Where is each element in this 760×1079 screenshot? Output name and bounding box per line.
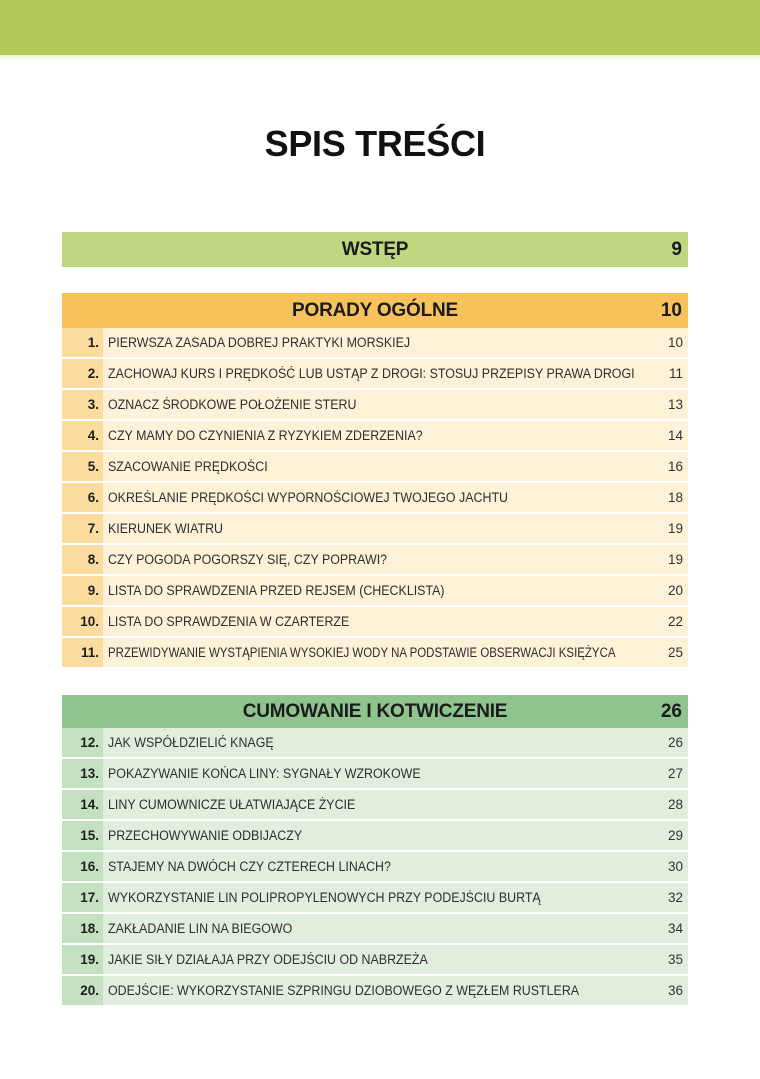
entry-number: 1. (62, 328, 103, 357)
entry-title: PRZECHOWYWANIE ODBIJACZY (108, 828, 303, 843)
entry-page-number: 11 (668, 366, 683, 381)
entry-title: OZNACZ ŚRODKOWE POŁOŻENIE STERU (108, 397, 357, 412)
entry-number: 8. (62, 545, 103, 574)
entry-title: CZY MAMY DO CZYNIENIA Z RYZYKIEM ZDERZENIA? (108, 428, 423, 443)
section-header (62, 695, 688, 728)
entry-title: PRZEWIDYWANIE WYSTĄPIENIA WYSOKIEJ WODY NA PODSTAWIE OBSERWACJI KSIĘŻYCA (108, 645, 616, 660)
toc-entry (62, 912, 688, 943)
entry-page-number: 25 (667, 645, 683, 660)
entry-title: JAK WSPÓŁDZIELIĆ KNAGĘ (108, 735, 274, 750)
entry-title: WYKORZYSTANIE LIN POLIPROPYLENOWYCH PRZY PODEJŚCIU BURTĄ (108, 890, 541, 905)
entry-page-number: 35 (667, 952, 683, 967)
toc-entry (62, 636, 688, 667)
toc-entry (62, 728, 688, 757)
entry-page-number: 16 (667, 459, 683, 474)
entry-number: 9. (62, 576, 103, 605)
entry-page-number: 32 (667, 890, 683, 905)
entry-number: 16. (62, 852, 103, 881)
toc-entry (62, 943, 688, 974)
section-page-number: 10 (660, 299, 682, 321)
toc-intro-bar (62, 232, 688, 267)
section-header (62, 293, 688, 328)
entry-number: 13. (62, 759, 103, 788)
toc-entry (62, 357, 688, 388)
entry-number: 4. (62, 421, 103, 450)
entry-number: 2. (62, 359, 103, 388)
toc-entry (62, 757, 688, 788)
toc-entry (62, 788, 688, 819)
entry-page-number: 27 (667, 766, 683, 781)
entry-number: 11. (62, 638, 103, 667)
section-entries (62, 728, 688, 1005)
entry-title: PIERWSZA ZASADA DOBREJ PRAKTYKI MORSKIEJ (108, 335, 411, 350)
toc-entry (62, 881, 688, 912)
entry-title: LISTA DO SPRAWDZENIA PRZED REJSEM (CHECKLISTA) (108, 583, 445, 598)
toc-entry (62, 388, 688, 419)
toc-entry (62, 850, 688, 881)
entry-number: 18. (62, 914, 103, 943)
entry-number: 3. (62, 390, 103, 419)
entry-title: STAJEMY NA DWÓCH CZY CZTERECH LINACH? (108, 859, 391, 874)
entry-title: ODEJŚCIE: WYKORZYSTANIE SZPRINGU DZIOBOWEGO Z WĘZŁEM RUSTLERA (108, 983, 580, 998)
page-title: SPIS TREŚCI (264, 123, 486, 164)
top-color-banner (0, 0, 760, 55)
entry-title: KIERUNEK WIATRU (108, 521, 224, 536)
entry-title: ZACHOWAJ KURS I PRĘDKOŚĆ LUB USTĄP Z DROGI: STOSUJ PRZEPISY PRAWA DROGI (108, 366, 635, 381)
toc-entry (62, 481, 688, 512)
entry-number: 17. (62, 883, 103, 912)
entry-title: POKAZYWANIE KOŃCA LINY: SYGNAŁY WZROKOWE (108, 766, 421, 781)
entry-title: SZACOWANIE PRĘDKOŚCI (108, 459, 268, 474)
entry-page-number: 29 (667, 828, 683, 843)
banner-shadow (0, 55, 760, 61)
section-title: PORADY OGÓLNE (292, 299, 458, 321)
toc-entry (62, 574, 688, 605)
entry-page-number: 19 (667, 552, 683, 567)
entry-number: 6. (62, 483, 103, 512)
entry-number: 15. (62, 821, 103, 850)
entry-number: 19. (62, 945, 103, 974)
intro-label: WSTĘP (341, 238, 409, 260)
section-page-number: 26 (660, 700, 682, 722)
toc-entry (62, 819, 688, 850)
toc-entry (62, 512, 688, 543)
toc-entry (62, 974, 688, 1005)
entry-title: JAKIE SIŁY DZIAŁAJA PRZY ODEJŚCIU OD NABRZEŻA (108, 952, 428, 967)
toc-entry (62, 419, 688, 450)
toc-section-cumowanie-i-kotwiczenie (62, 695, 688, 1005)
toc-entry (62, 328, 688, 357)
entry-page-number: 30 (667, 859, 683, 874)
entry-title: ZAKŁADANIE LIN NA BIEGOWO (108, 921, 293, 936)
entry-page-number: 13 (667, 397, 683, 412)
toc-entry (62, 450, 688, 481)
entry-title: OKREŚLANIE PRĘDKOŚCI WYPORNOŚCIOWEJ TWOJEGO JACHTU (108, 490, 509, 505)
toc-entry (62, 605, 688, 636)
toc-intro (62, 232, 688, 267)
entry-number: 5. (62, 452, 103, 481)
entry-page-number: 14 (667, 428, 683, 443)
entry-page-number: 36 (667, 983, 683, 998)
entry-page-number: 22 (667, 614, 683, 629)
entry-number: 10. (62, 607, 103, 636)
entry-page-number: 18 (667, 490, 683, 505)
entry-page-number: 20 (667, 583, 683, 598)
intro-page-number: 9 (671, 238, 682, 260)
entry-number: 14. (62, 790, 103, 819)
section-title: CUMOWANIE I KOTWICZENIE (242, 700, 508, 722)
entry-page-number: 10 (667, 335, 683, 350)
toc-entry (62, 543, 688, 574)
entry-page-number: 28 (667, 797, 683, 812)
entry-number: 20. (62, 976, 103, 1005)
entry-page-number: 26 (667, 735, 683, 750)
entry-title: LINY CUMOWNICZE UŁATWIAJĄCE ŻYCIE (108, 797, 356, 812)
entry-number: 7. (62, 514, 103, 543)
entry-page-number: 34 (667, 921, 683, 936)
entry-page-number: 19 (667, 521, 683, 536)
entry-number: 12. (62, 728, 103, 757)
entry-title: LISTA DO SPRAWDZENIA W CZARTERZE (108, 614, 350, 629)
entry-title: CZY POGODA POGORSZY SIĘ, CZY POPRAWI? (108, 552, 388, 567)
section-entries (62, 328, 688, 667)
toc-section-porady-ogolne (62, 293, 688, 667)
